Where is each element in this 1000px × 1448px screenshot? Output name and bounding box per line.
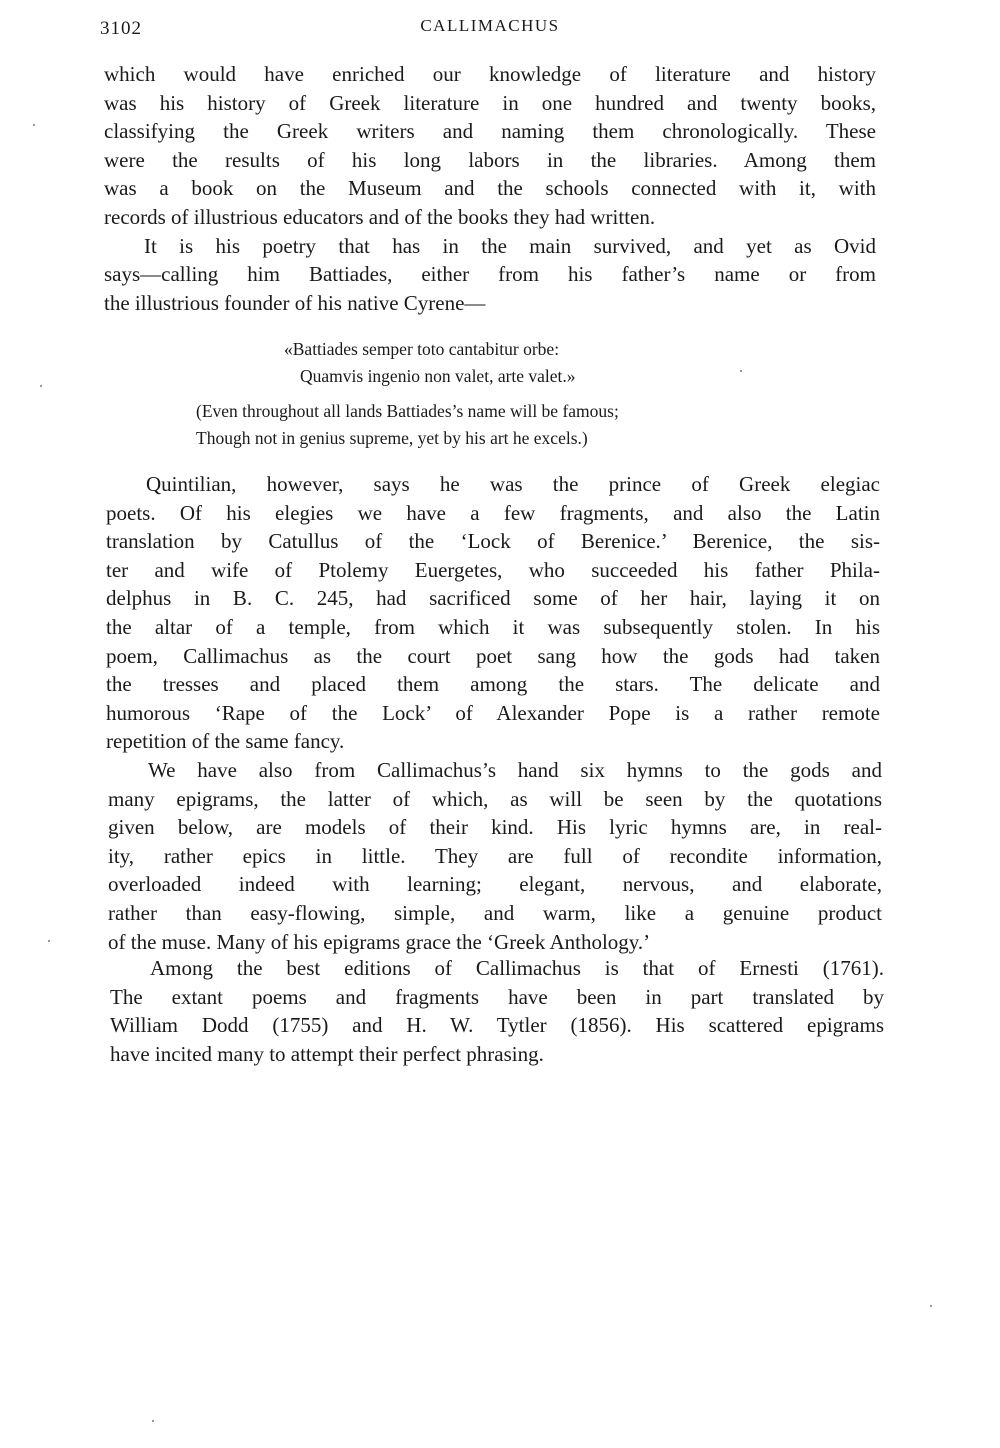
text-line: Quintilian, however, says he was the prince of Greek elegiac xyxy=(146,472,880,496)
paragraph-2 xyxy=(104,232,876,318)
text-line: It is his poetry that has in the main survived, and yet as Ovid xyxy=(144,233,876,258)
latin-verse-quote xyxy=(284,336,576,390)
scan-speck xyxy=(33,124,35,126)
verse-line: Quamvis ingenio non valet, arte valet.» xyxy=(300,366,576,386)
text-line: humorous ‘Rape of the Lock’ of Alexander Pope is a rather remote xyxy=(106,700,880,725)
paragraph-4 xyxy=(108,756,882,956)
verse-line: (Even throughout all lands Battiades’s name will be famous; xyxy=(196,401,619,421)
text-line: poets. Of his elegies we have a few fragments, and also the Latin xyxy=(106,500,880,525)
scan-speck xyxy=(740,370,742,372)
paragraph-5 xyxy=(110,954,884,1068)
paragraph-3 xyxy=(106,470,880,756)
text-line: was a book on the Museum and the schools connected with it, with xyxy=(104,176,876,201)
verse-line: Though not in genius supreme, yet by his art he excels.) xyxy=(196,428,588,448)
text-line: the tresses and placed them among the stars. The delicate and xyxy=(106,672,880,697)
paragraph-1 xyxy=(104,60,876,232)
text-line: repetition of the same fancy. xyxy=(106,729,345,754)
text-line: the illustrious founder of his native Cyrene— xyxy=(104,290,486,315)
scan-speck xyxy=(152,1420,154,1422)
text-line: given below, are models of their kind. His lyric hymns are, in real- xyxy=(108,815,882,840)
text-line: the altar of a temple, from which it was subsequently stolen. In his xyxy=(106,614,880,639)
verse-line: «Battiades semper toto cantabitur orbe: xyxy=(284,339,560,359)
page-number: 3102 xyxy=(100,18,142,39)
page-header xyxy=(100,14,880,44)
text-line: says—calling him Battiades, either from his father’s name or from xyxy=(104,262,876,287)
text-line: The extant poems and fragments have been in part translated by xyxy=(110,984,884,1009)
text-line: translation by Catullus of the ‘Lock of Berenice.’ Berenice, the sis- xyxy=(106,529,880,554)
text-line: have incited many to attempt their perfect phrasing. xyxy=(110,1041,544,1066)
text-block-1 xyxy=(104,60,876,317)
text-line: which would have enriched our knowledge of literature and history xyxy=(104,62,876,86)
scan-speck xyxy=(930,1305,932,1307)
text-line: was his history of Greek literature in one hundred and twenty books, xyxy=(104,90,876,115)
english-verse-translation xyxy=(196,398,619,452)
scan-speck xyxy=(40,385,42,387)
text-line: many epigrams, the latter of which, as will be seen by the quotations xyxy=(108,786,882,811)
running-head: CALLIMACHUS xyxy=(420,16,560,35)
text-line: ity, rather epics in little. They are full of recondite information, xyxy=(108,843,882,868)
text-line: records of illustrious educators and of the books they had written. xyxy=(104,204,656,229)
text-line: delphus in B. C. 245, had sacrificed some of her hair, laying it on xyxy=(106,586,880,611)
text-line: rather than easy-flowing, simple, and warm, like a genuine product xyxy=(108,900,882,925)
text-line: were the results of his long labors in the libraries. Among them xyxy=(104,147,876,172)
text-line: of the muse. Many of his epigrams grace the ‘Greek Anthology.’ xyxy=(108,929,651,954)
text-line: poem, Callimachus as the court poet sang how the gods had taken xyxy=(106,643,880,668)
text-line: We have also from Callimachus’s hand six hymns to the gods and xyxy=(148,758,882,782)
text-line: William Dodd (1755) and H. W. Tytler (1856). His scattered epigrams xyxy=(110,1013,884,1038)
text-line: classifying the Greek writers and naming them chronologically. These xyxy=(104,119,876,144)
text-line: overloaded indeed with learning; elegant, nervous, and elaborate, xyxy=(108,872,882,897)
text-line: Among the best editions of Callimachus is that of Ernesti (1761). xyxy=(150,956,884,980)
text-line: ter and wife of Ptolemy Euergetes, who succeeded his father Phila- xyxy=(106,557,880,582)
scan-speck xyxy=(48,940,50,942)
